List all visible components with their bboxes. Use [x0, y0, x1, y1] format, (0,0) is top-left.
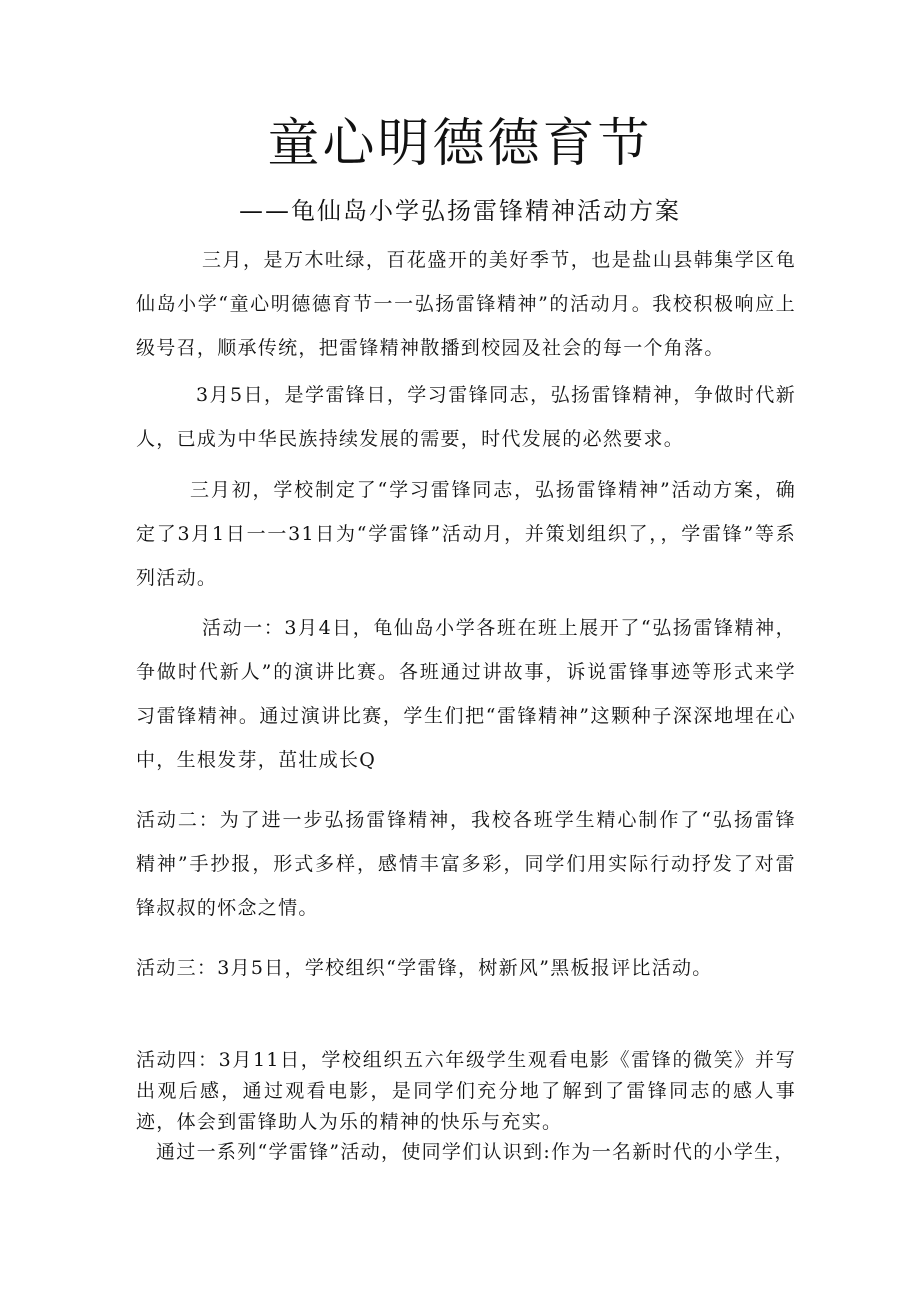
paragraph-conclusion: 通过一系列“学雷锋”活动，使同学们认识到:作为一名新时代的小学生， — [156, 1141, 795, 1163]
paragraph-activity-four: 活动四：3月11日，学校组织五六年级学生观看电影《雷锋的微笑》并写出观后感，通过观看电影，是同学们充分地了解到了雷锋同志的感人事迹，体会到雷锋助人为乐的精神的快乐与充实。 — [136, 1049, 796, 1133]
paragraph-activity-two: 活动二：为了进一步弘扬雷锋精神，我校各班学生精心制作了“弘扬雷锋精神”手抄报，形式多样，感情丰富多彩，同学们用实际行动抒发了对雷锋叔叔的怀念之情。 — [136, 809, 796, 919]
document-subtitle: ——龟仙岛小学弘扬雷锋精神活动方案 — [239, 197, 681, 225]
document-title: 童心明德德育节 — [267, 114, 653, 174]
paragraph-activity-three: 活动三：3月5日，学校组织“学雷锋，树新风”黑板报评比活动。 — [136, 957, 713, 979]
paragraph-intro: 三月，是万木吐绿，百花盛开的美好季节，也是盐山县韩集学区龟仙岛小学“童心明德德育节一一弘扬雷锋精神”的活动月。我校积极响应上级号召，顺承传统，把雷锋精神散播到校园及社会的每一个角落。 — [136, 249, 796, 359]
paragraph-activity-plan: 三月初，学校制定了“学习雷锋同志，弘扬雷锋精神”活动方案，确定了3月1日一一31日为“学雷锋”活动月，并策划组织了，，学雷锋”等系列活动。 — [136, 479, 796, 589]
paragraph-lei-feng-day: 3月5日，是学雷锋日，学习雷锋同志，弘扬雷锋精神，争做时代新人，已成为中华民族持续发展的需要，时代发展的必然要求。 — [136, 384, 796, 450]
paragraph-activity-one: 活动一：3月4日，龟仙岛小学各班在班上展开了“弘扬雷锋精神，争做时代新人”的演讲比赛。各班通过讲故事，诉说雷锋事迹等形式来学习雷锋精神。通过演讲比赛，学生们把“雷锋精神”这颗种子深深地埋在心中，生根发芽，茁壮成长Q — [136, 617, 796, 771]
